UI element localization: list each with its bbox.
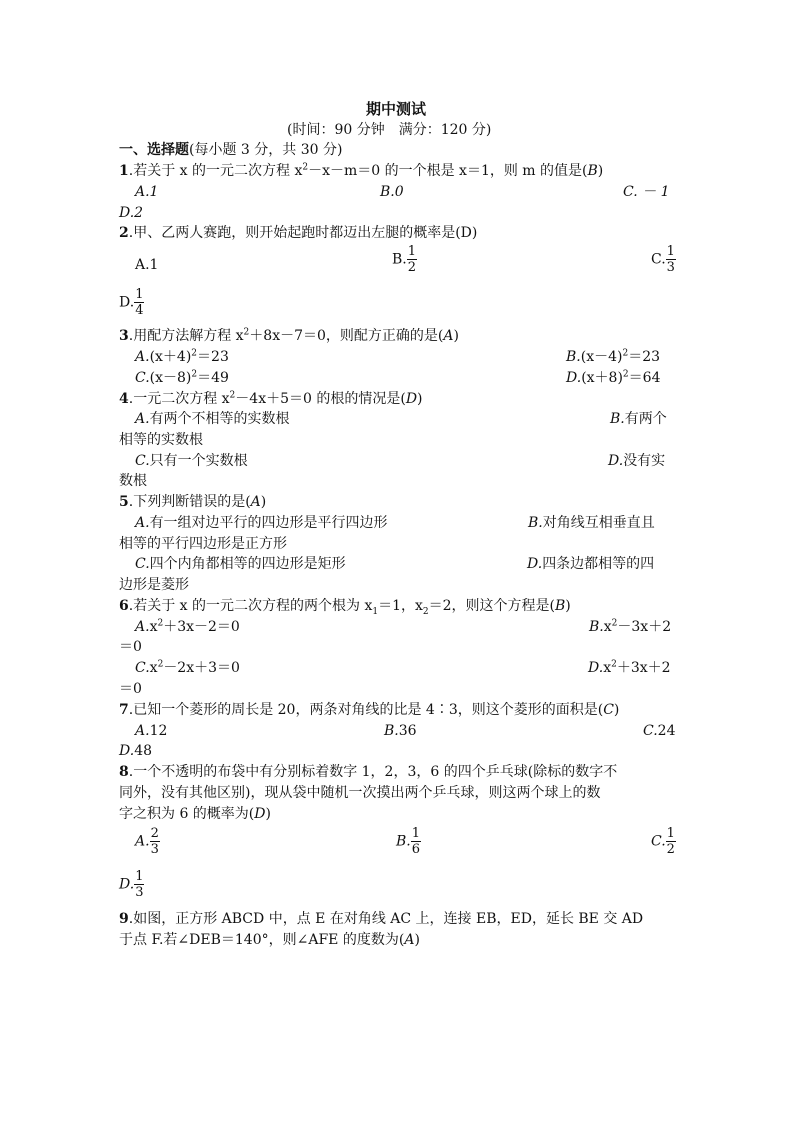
answer-letter: D	[254, 806, 266, 822]
question-5-option-d: D.四条边都相等的四	[527, 556, 655, 572]
question-1-option-c: C. － 1	[623, 184, 670, 200]
question-6-option-a: $A.x^2+3x-2=0$	[135, 618, 240, 635]
question-8-option-d: D. $\frac{1}{3}$	[119, 869, 144, 900]
section-heading	[119, 141, 342, 159]
question-3-option-d: $D.(x+8)^2=64$	[566, 369, 661, 386]
question-5-option-c: C.四个内角都相等的四边形是矩形	[135, 556, 346, 572]
question-2-stem: 2.甲、乙两人赛跑，则开始起跑时都迈出左腿的概率是(D)	[119, 225, 478, 241]
answer-letter: A	[443, 328, 454, 344]
question-3-option-c: $C.(x-8)^2=49$	[135, 369, 229, 386]
question-2-option-d: D. $\frac{1}{4}$	[119, 287, 144, 318]
question-7-option-d: D.48	[119, 743, 153, 759]
exam-info: (时间：90 分钟 满分：120 分)	[287, 122, 492, 138]
answer-letter: D	[405, 391, 418, 407]
question-5-option-b: B.对角线互相垂直且	[528, 515, 655, 531]
fraction: $\frac{1}{2}$	[407, 244, 417, 275]
question-6-option-d: $D.x^2+3x+2$	[588, 659, 671, 676]
question-6-option-b-cont: ＝0	[119, 639, 142, 655]
section-title: 一、选择题	[119, 142, 189, 158]
question-6-option-b: $B.x^2-3x+2$	[589, 618, 672, 635]
question-6-stem: 6.若关于 x 的一元二次方程的两个根为 $x_1=1$，$x_2=2$，则这个方程是(B)	[119, 598, 571, 617]
answer-letter: A	[250, 494, 261, 510]
question-5-stem: 5.下列判断错误的是(A)	[119, 494, 267, 510]
question-3-option-b: $B.(x-4)^2=23$	[566, 348, 661, 365]
question-3-option-a: $A.(x+4)^2=23$	[135, 348, 229, 365]
question-8-stem-line-3: 字之积为 6 的概率为(D)	[119, 806, 271, 822]
question-4-option-d: D.没有实	[608, 453, 666, 469]
page-title: 期中测试	[366, 100, 427, 118]
question-5-option-d-cont: 边形是菱形	[119, 577, 189, 593]
question-3-stem: 3.用配方法解方程 $x^2+8x-7=0$，则配方正确的是(A)	[119, 327, 459, 344]
fraction: $\frac{1}{2}$	[666, 826, 675, 857]
question-7-option-a: A.12	[135, 723, 168, 739]
question-1-option-b: B.0	[380, 184, 404, 200]
question-8-stem-line-1: 8.一个不透明的布袋中有分别标着数字 1，2，3，6 的四个乒乓球(除标的数字不	[119, 764, 618, 780]
question-1-option-d: D.2	[119, 205, 144, 221]
fraction: $\frac{1}{3}$	[135, 869, 144, 900]
question-7-option-c: C.24	[643, 723, 676, 739]
question-2-option-a: A.1	[135, 257, 159, 273]
fraction: $\frac{1}{3}$	[666, 244, 675, 275]
section-note: (每小题 3 分，共 30 分)	[189, 142, 343, 158]
question-4-option-c: C.只有一个实数根	[135, 453, 248, 469]
fraction: $\frac{1}{6}$	[411, 826, 421, 857]
question-8-option-a: A. $\frac{2}{3}$	[135, 826, 159, 857]
question-9-stem-line-2: 于点 F.若∠DEB＝140°，则∠AFE 的度数为(A)	[119, 932, 420, 948]
question-2-option-c: C. $\frac{1}{3}$	[651, 244, 675, 275]
question-1-option-a: A.1	[135, 184, 159, 200]
question-5-option-a: A.有一组对边平行的四边形是平行四边形	[135, 515, 388, 531]
question-8-stem-line-2: 同外，没有其他区别)，现从袋中随机一次摸出两个乒乓球，则这两个球上的数	[119, 785, 601, 801]
question-6-option-d-cont: ＝0	[119, 681, 142, 697]
question-4-option-b-cont: 相等的实数根	[119, 432, 203, 448]
answer-letter: A	[404, 932, 415, 948]
answer-letter: B	[587, 163, 598, 179]
answer-letter: C	[603, 702, 614, 718]
fraction: $\frac{2}{3}$	[150, 826, 159, 857]
question-9-stem-line-1: 9.如图，正方形 ABCD 中，点 E 在对角线 AC 上，连接 EB，ED，延长 BE 交 AD	[119, 911, 644, 927]
question-4-option-d-cont: 数根	[119, 473, 147, 489]
answer-letter: B	[555, 598, 566, 614]
fraction: $\frac{1}{4}$	[135, 287, 144, 318]
question-4-stem: 4.一元二次方程 $x^2-4x+5=0$ 的根的情况是(D)	[119, 390, 423, 407]
question-2-option-b: B. $\frac{1}{2}$	[392, 244, 417, 275]
question-5-option-b-cont: 相等的平行四边形是正方形	[119, 536, 287, 552]
question-6-option-c: $C.x^2-2x+3=0$	[135, 659, 240, 676]
question-1-stem: 1.若关于 x 的一元二次方程 $x^2-x-m=0$ 的一个根是 x＝1，则 m 的值是(B)	[119, 162, 604, 179]
question-4-option-a: A.有两个不相等的实数根	[135, 411, 290, 427]
question-8-option-c: C. $\frac{1}{2}$	[651, 826, 675, 857]
question-4-option-b: B.有两个	[610, 411, 667, 427]
question-7-stem: 7.已知一个菱形的周长是 20，两条对角线的比是 4∶3，则这个菱形的面积是(C)	[119, 702, 620, 718]
question-8-option-b: B. $\frac{1}{6}$	[396, 826, 421, 857]
question-7-option-b: B.36	[384, 723, 417, 739]
